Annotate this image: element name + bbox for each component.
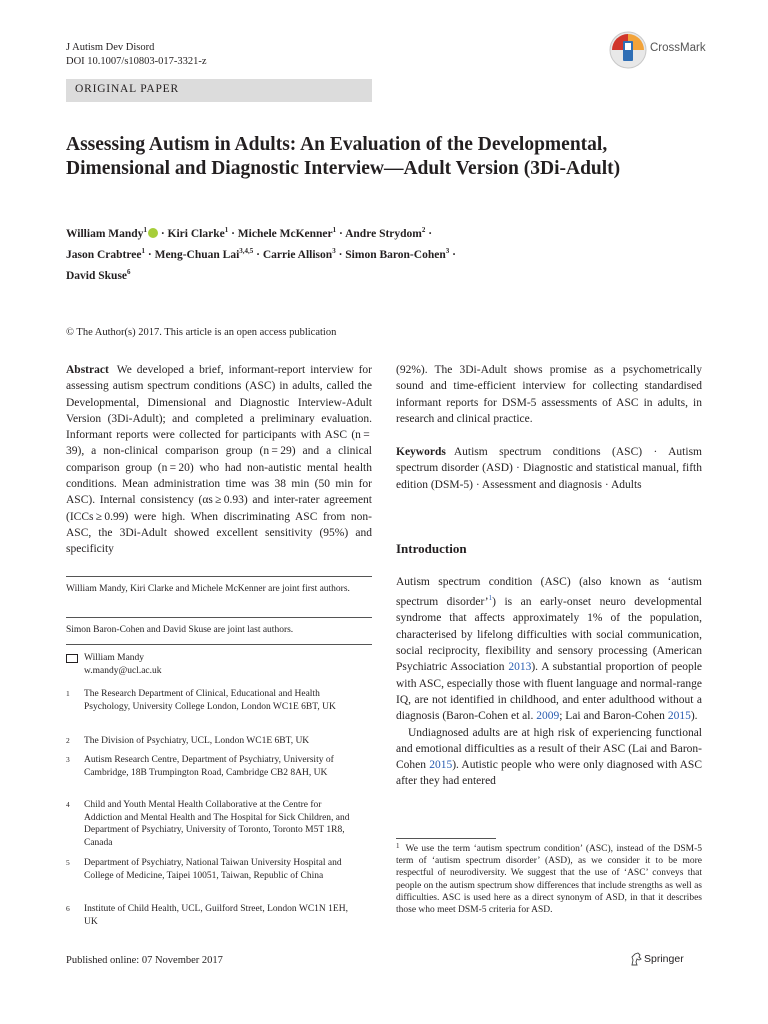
affiliation — [66, 688, 366, 728]
author-affiliation-sup: 1 — [143, 226, 147, 234]
keywords-label: Keywords — [396, 446, 446, 458]
author-affiliation-sup: 3 — [445, 246, 450, 255]
author-name[interactable]: Kiri Clarke — [167, 227, 225, 240]
author-affiliation-sup: 1 — [141, 246, 145, 255]
affiliation-text: Department of Psychiatry, National Taiwan University Hospital and College of Medicine, Taipei 10051, Taiwan, Republic of China — [84, 858, 342, 881]
text-run: ). A substantial proportion of people with ASC, especially those with fluent language and normal-range IQ, are not identified in childhood, and enter adulthood without a diagnosis (Baron-Cohen et al. — [396, 661, 702, 723]
footnote — [396, 840, 702, 916]
article-title: Assessing Autism in Adults: An Evaluation of the Developmental, Dimensional and Diagnostic Interview—Adult Version (3Di-Adult) — [66, 134, 621, 179]
introduction-heading: Introduction — [396, 541, 467, 556]
crossmark-label: CrossMark — [650, 42, 706, 54]
correspondence-name: William Mandy — [84, 653, 145, 663]
affiliation — [66, 735, 366, 749]
author-affiliation-sup: 6 — [127, 267, 131, 276]
author-line-2: Jason Crabtree$^1$ · Meng-Chuan Lai$^{3,4,5}$ · Carrie Allison$^3$ · Simon Baron-Cohen$^3$ · — [66, 246, 456, 261]
article-type-banner — [66, 79, 372, 102]
affiliation-text: Autism Research Centre, Department of Psychiatry, University of Cambridge, 18B Trumpington Road, Cambridge CB2 8AH, UK — [84, 755, 334, 778]
affiliation-number: 4 — [66, 800, 70, 809]
author-line-1: William Mandy$^1$ · Kiri Clarke$^1$ · Michele McKenner$^1$ · Andre Strydom$^2$ · — [66, 226, 433, 240]
joint-first-note: William Mandy, Kiri Clarke and Michele McKenner are joint first authors. — [66, 584, 350, 594]
author-affiliation-sup: 2 — [421, 226, 426, 234]
abstract — [66, 362, 372, 558]
divider — [66, 644, 372, 645]
affiliation-text: Child and Youth Mental Health Collaborative at the Centre for Addiction and Mental Health and The Hospital for Sick Children, and Department of Psychiatry, University of Toronto, Toronto M5T 1R8, Canada — [84, 800, 350, 848]
affiliation-text: The Research Department of Clinical, Educational and Health Psychology, University College London, London WC1E 6BT, UK — [84, 689, 336, 712]
affiliation-number: 2 — [66, 736, 70, 745]
text-run: ). — [690, 710, 698, 723]
crossmark-icon[interactable] — [608, 30, 648, 70]
author-name[interactable]: Carrie Allison — [262, 248, 333, 261]
affiliation — [66, 857, 366, 897]
affiliation — [66, 799, 366, 851]
footnote-text: We use the term ‘autism spectrum condition’ (ASC), instead of the DSM-5 term of ‘autism spectrum disorder’ (ASD), as we consider it to be more respectful of neurodiversity. We suggest that the use of ‘ASC’ conveys that people on the autism spectrum show differences that include strengths as well as difficulties. ASC is used here as a direct synonym of ASD, in that it describes those who meet DSM-5 criteria for ASD. — [396, 844, 702, 916]
citation-link[interactable]: 2015 — [667, 710, 691, 723]
affiliation-number: 5 — [66, 858, 70, 867]
intro-paragraph-1 — [396, 574, 702, 725]
abstract-text: We developed a brief, informant-report interview for assessing autism spectrum conditions (ASC) in adults, called the Developmental, Dimensional and Diagnostic Interview-Adult Version (3Di-Adult); and completed a preliminary evaluation. Informant reports were collected for participants with ASC (n = 39), a non-clinical comparison group (n = 29) and a clinical comparison group (n = 20) who had non-autistic mental health conditions. Mean administration time was 38 min (50 min for ASC). Internal consistency (αs ≥ 0.93) and inter-rater agreement (ICCs ≥ 0.99) were high. When discriminating ASC from non-ASC, the 3Di-Adult showed excellent sensitivity (95%) and specificity — [66, 364, 372, 556]
citation-link[interactable]: 2009 — [536, 710, 560, 723]
author-affiliation-sup: 1 — [224, 226, 229, 234]
affiliation-number: 6 — [66, 904, 70, 913]
author-name[interactable]: Simon Baron-Cohen — [345, 248, 446, 261]
joint-last-note: Simon Baron-Cohen and David Skuse are joint last authors. — [66, 625, 294, 635]
author-name[interactable]: Andre Strydom — [345, 227, 422, 240]
text-run: Undiagnosed adults are at high risk of experiencing functional and emotional difficulties as a result of their ASC (Lai and Baron-Cohen — [396, 726, 702, 772]
springer-horse-icon — [630, 952, 642, 966]
citation-link[interactable]: 2015 — [429, 759, 453, 772]
envelope-icon — [66, 654, 78, 663]
affiliation — [66, 903, 366, 931]
affiliation-number: 3 — [66, 755, 70, 764]
text-run: Autism spectrum condition (ASC) (also known as ‘autism spectrum disorder’ — [396, 576, 702, 609]
author-line-3 — [66, 264, 626, 285]
divider — [66, 617, 372, 618]
copyright-notice: © The Author(s) 2017. This article is an open access publication — [66, 327, 337, 338]
text-run: ). Autistic people who were only diagnosed with ASC after they had entered — [396, 759, 702, 788]
author-name[interactable]: David Skuse — [66, 269, 128, 282]
text-run: ; Lai and Baron-Cohen — [559, 710, 668, 723]
author-name[interactable]: Meng-Chuan Lai — [154, 248, 240, 261]
affiliation — [66, 754, 366, 794]
footnote-divider — [396, 838, 496, 839]
author-name[interactable]: Michele McKenner — [237, 227, 333, 240]
divider — [66, 576, 372, 577]
author-affiliation-sup: 3,4,5 — [239, 246, 254, 255]
author-affiliation-sup: 1 — [332, 226, 337, 234]
orcid-icon[interactable] — [148, 228, 158, 238]
article-type-label: ORIGINAL PAPER — [75, 83, 179, 95]
author-affiliation-sup: 3 — [332, 246, 336, 255]
publisher-logo-text: Springer — [644, 953, 684, 965]
abstract-label: Abstract — [66, 364, 109, 376]
author-name[interactable]: Jason Crabtree — [66, 248, 142, 261]
author-name[interactable]: William Mandy — [66, 227, 144, 240]
introduction-body — [396, 574, 702, 790]
text-run: ) is an early-onset neuro developmental syndrome that affects approximately 1% of the population, characterised by lifelong difficulties with social communication, social reciprocity, flexibility and sensory processing (American Psychiatric Association — [396, 596, 702, 674]
correspondence-email[interactable]: w.mandy@ucl.ac.uk — [84, 665, 162, 676]
citation-link[interactable]: 2013 — [508, 661, 532, 674]
footnote-number: 1 — [396, 842, 400, 850]
affiliation-number: 1 — [66, 689, 70, 698]
intro-paragraph-2 — [396, 725, 702, 790]
keywords — [396, 444, 702, 493]
author-list — [66, 222, 626, 284]
doi[interactable]: DOI 10.1007/s10803-017-3321-z — [66, 56, 207, 67]
affiliation-text: The Division of Psychiatry, UCL, London WC1E 6BT, UK — [84, 736, 310, 746]
correspondence — [66, 652, 366, 680]
journal-name: J Autism Dev Disord — [66, 42, 155, 53]
affiliation-text: Institute of Child Health, UCL, Guilford Street, London WC1N 1EH, UK — [84, 904, 348, 927]
published-date: Published online: 07 November 2017 — [66, 955, 223, 966]
abstract-continued: (92%). The 3Di-Adult shows promise as a psychometrically sound and time-efficient interview for collecting standardised informant reports for DSM-5 assessments of ASC in adults, in research and clinical practice. — [396, 364, 702, 425]
keywords-text: Autism spectrum conditions (ASC) · Autism spectrum disorder (ASD) · Diagnostic and statistical manual, fifth edition (DSM-5) · Assessment and diagnosis · Adults — [396, 446, 702, 491]
footnote-ref[interactable]: 1 — [488, 594, 493, 603]
